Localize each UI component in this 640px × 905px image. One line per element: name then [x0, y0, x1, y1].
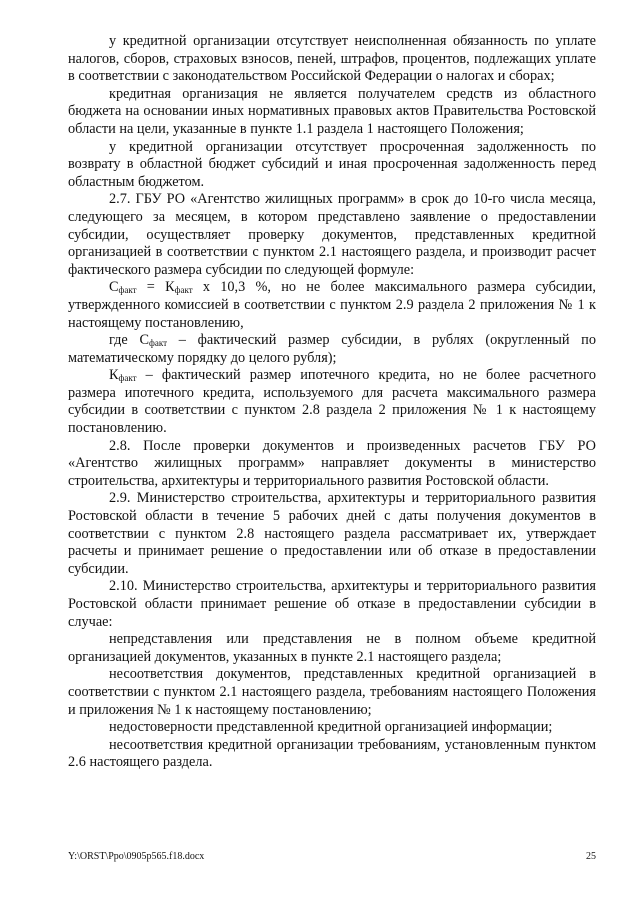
paragraph-no-overdue-debt: у кредитной организации отсутствует просроченная задолженность по возврату в областной бюджет субсидий и иная просроченная задолженность перед областным бюджетом. [68, 138, 596, 190]
page-footer [68, 851, 596, 865]
refusal-reason-requirements: несоответствия кредитной организации требованиям, установленным пунктом 2.6 настоящего раздела. [68, 736, 596, 771]
definition-k-pre: К [109, 367, 119, 384]
document-body [68, 33, 596, 772]
paragraph-2-10: 2.10. Министерство строительства, архитектуры и территориального развития Ростовской области принимает решение об отказе в предоставлении субсидии в случае: [68, 578, 596, 630]
paragraph-tax-obligation: у кредитной организации отсутствует неисполненная обязанность по уплате налогов, сборов, страховых взносов, пеней, штрафов, процентов, подлежащих уплате в соответствии с законодательством Российской Федерации о налогах и сборах; [68, 33, 596, 85]
definition-c-fact [68, 332, 596, 367]
definition-c-rest: – фактический размер субсидии, в рублях (округленный по математическому порядку до целого рубля); [68, 332, 596, 366]
refusal-reason-incomplete-docs: непредставления или представления не в полном объеме кредитной организацией документов, указанных в пункте 2.1 настоящего раздела; [68, 631, 596, 665]
formula-paragraph [68, 279, 596, 332]
definition-k-fact [68, 367, 596, 437]
definition-c-pre: где С [109, 332, 150, 349]
definition-k-subscript: факт [118, 373, 137, 384]
formula-rhs-subscript: факт [174, 285, 193, 296]
formula-equals: = К [136, 279, 175, 296]
paragraph-2-9: 2.9. Министерство строительства, архитектуры и территориального развития Ростовской области в течение 5 рабочих дней с даты получения документов в соответствии с пунктом 2.8 настоящего раздела рассматривает их, утверждает расчеты и принимает решение о предоставлении или об отказе в предоставлении субсидии. [68, 490, 596, 577]
file-path: Y:\ORST\Ppo\0905p565.f18.docx [68, 851, 205, 862]
page-number: 25 [586, 851, 596, 862]
formula-rest: х 10,3 %, но не более максимального размера субсидии, утвержденного комиссией в соответствии с пунктом 2.9 раздела 2 приложения № 1 к настоящему постановлению, [68, 279, 596, 331]
formula-lhs-subscript: факт [118, 285, 137, 296]
definition-c-subscript: факт [149, 338, 168, 349]
paragraph-2-7: 2.7. ГБУ РО «Агентство жилищных программ» в срок до 10-го числа месяца, следующего за месяцем, в котором представлено заявление о предоставлении субсидии, осуществляет проверку документов, представленных кредитной организацией в соответствии с пунктом 2.1 настоящего раздела, и производит расчет фактического размера субсидии по следующей формуле: [68, 191, 596, 278]
refusal-reason-nonconformity: несоответствия документов, представленных кредитной организацией в соответствии с пунктом 2.1 настоящего раздела, требованиям настоящего Положения и приложения № 1 к настоящему постановлению; [68, 666, 596, 718]
definition-k-rest: – фактический размер ипотечного кредита, но не более расчетного размера ипотечного кредита, используемого для расчета максимального размера субсидии в соответствии с пунктом 2.8 раздела 2 приложения № 1 к настоящему постановлению. [68, 367, 596, 437]
paragraph-2-8: 2.8. После проверки документов и произведенных расчетов ГБУ РО «Агентство жилищных программ» направляет документы в министерство строительства, архитектуры и территориального развития Ростовской области. [68, 437, 596, 489]
paragraph-not-recipient: кредитная организация не является получателем средств из областного бюджета на основании иных нормативных правовых актов Правительства Ростовской области на цели, указанные в пункте 1.1 раздела 1 настоящего Положения; [68, 85, 596, 137]
refusal-reason-false-info: недостоверности представленной кредитной организацией информации; [109, 719, 553, 736]
formula-lhs: С [109, 279, 119, 296]
